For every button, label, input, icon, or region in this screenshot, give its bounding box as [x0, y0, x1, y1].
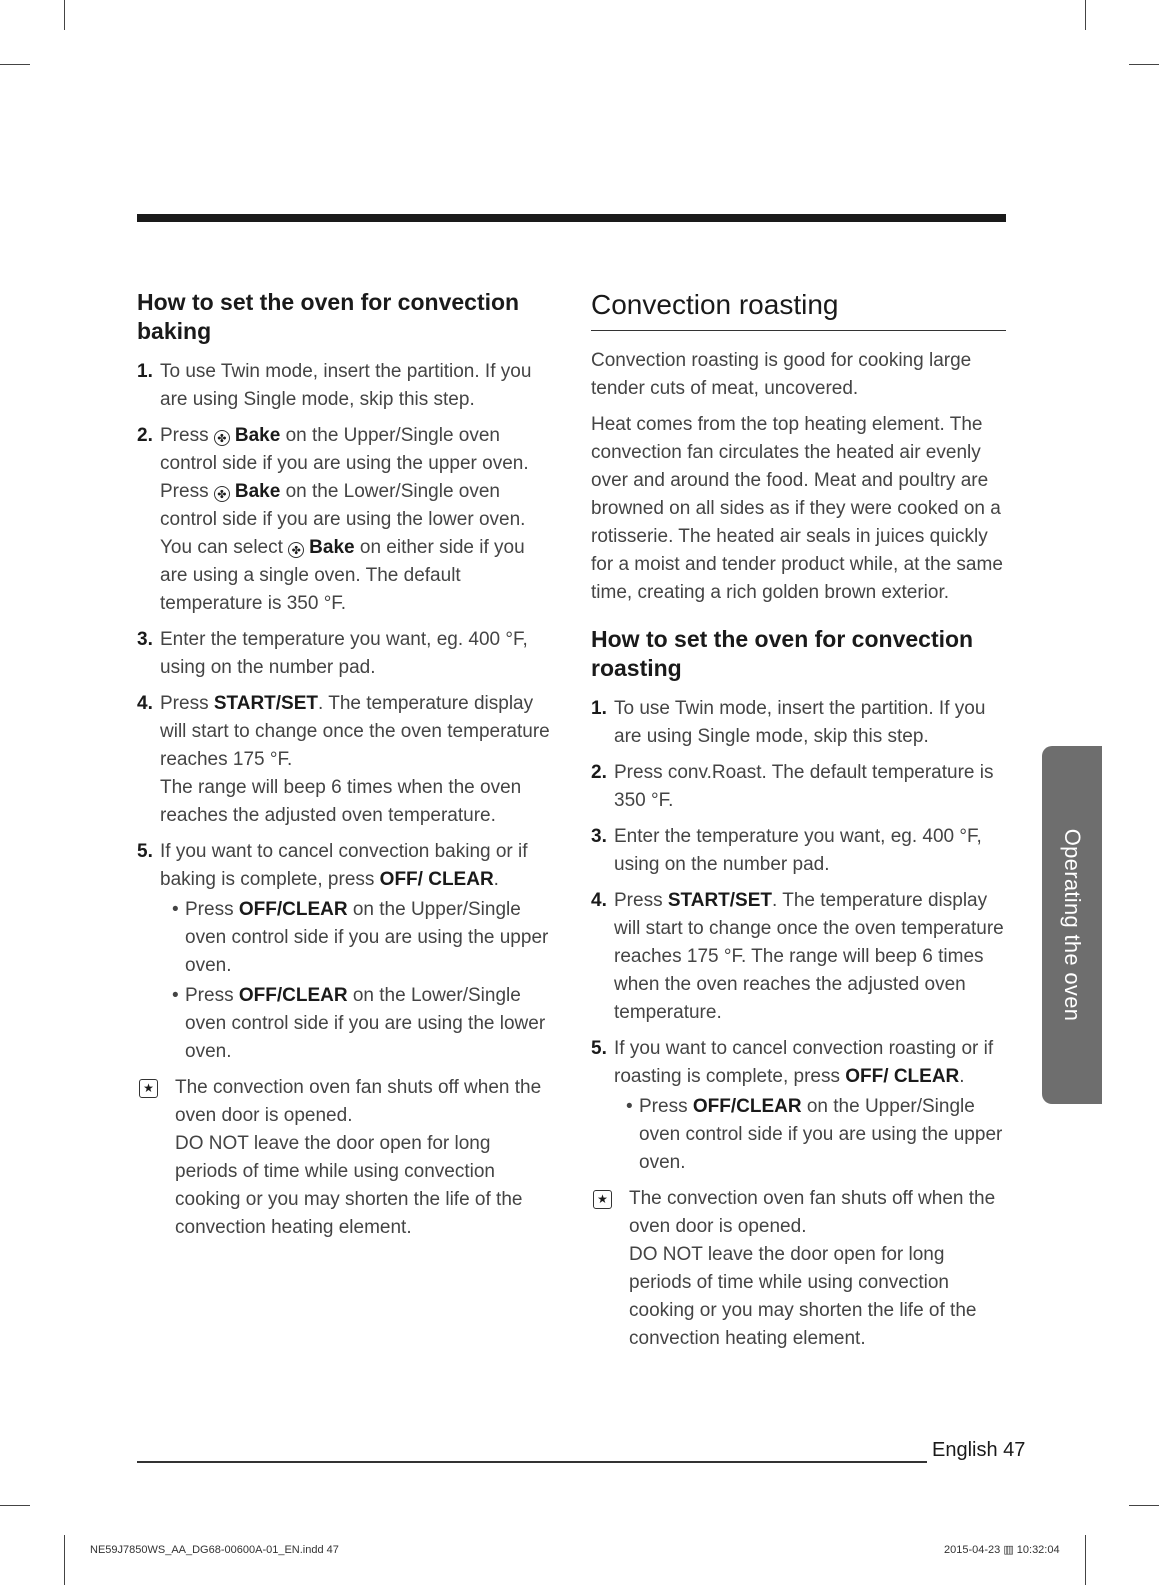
- step-item: [591, 887, 1006, 1027]
- star-note-icon: ★: [593, 1190, 612, 1209]
- convection-baking-steps: [137, 358, 555, 1066]
- crop-mark: [1129, 64, 1159, 65]
- step-text: If you want to cancel convection baking or if baking is complete, press: [160, 841, 528, 890]
- bullet-text: Press: [639, 1096, 688, 1117]
- step-number: 4.: [137, 693, 153, 714]
- convection-baking-heading: How to set the oven for convection baking: [137, 289, 520, 344]
- bullet-text: Press: [185, 985, 234, 1006]
- convection-roasting-steps: [591, 695, 1006, 1177]
- step-item: [137, 690, 555, 830]
- step-item: [137, 422, 555, 618]
- step-number: 2.: [591, 762, 607, 783]
- bake-keyword: Bake: [234, 425, 281, 446]
- step-number: 5.: [137, 841, 153, 862]
- step-item: [591, 759, 1006, 815]
- step-text: . The temperature display will start to change once the oven temperature reaches 175 °F. The range will beep 6 times when the oven reaches the adjusted oven temperature.: [614, 890, 1004, 1023]
- off-clear-keyword: OFF/CLEAR: [238, 899, 348, 920]
- fan-icon: ✤: [288, 542, 304, 558]
- step-item: [591, 1035, 1006, 1177]
- off-clear-keyword: OFF/CLEAR: [238, 985, 348, 1006]
- step-text: .: [959, 1066, 965, 1087]
- step-text: Press conv.Roast. The default temperature is 350 °F.: [614, 762, 994, 811]
- bake-keyword: Bake: [234, 481, 281, 502]
- bullet-text: on the Upper/Single oven control side if you are using the upper oven.: [639, 1096, 1003, 1173]
- bullet-item: [172, 896, 555, 980]
- step-text: Enter the temperature you want, eg. 400 °F, using on the number pad.: [614, 826, 982, 875]
- step-item: [591, 823, 1006, 879]
- step-number: 1.: [137, 361, 153, 382]
- crop-mark: [0, 64, 30, 65]
- bullet-list: [160, 896, 555, 1066]
- step-number: 3.: [591, 826, 607, 847]
- note-block: [591, 1185, 1006, 1353]
- step-text: If you want to cancel convection roasting or if roasting is complete, press: [614, 1038, 994, 1087]
- step-item: [137, 838, 555, 1066]
- step-text: Press: [160, 425, 209, 446]
- chapter-tab-label: Operating the oven: [1060, 828, 1085, 1022]
- step-number: 1.: [591, 698, 607, 719]
- step-text: . The temperature display will start to change once the oven temperature reaches 175 °F.: [160, 693, 550, 770]
- step-number: 2.: [137, 425, 153, 446]
- bullet-text: Press: [185, 899, 234, 920]
- note-text: DO NOT leave the door open for long periods of time while using convection cooking or you may shorten the life of the convection heating element.: [175, 1133, 523, 1238]
- start-set-keyword: START/SET: [213, 693, 319, 714]
- bullet-text: on the Lower/Single oven control side if you are using the lower oven.: [185, 985, 546, 1062]
- crop-mark: [1085, 1535, 1086, 1585]
- star-note-icon: ★: [139, 1079, 158, 1098]
- page-number-label: English 47: [932, 1439, 1026, 1461]
- step-item: [137, 626, 555, 682]
- bake-keyword: Bake: [309, 537, 355, 558]
- step-text: Enter the temperature you want, eg. 400 °F, using on the number pad.: [160, 629, 528, 678]
- step-item: [591, 695, 1006, 751]
- step-number: 5.: [591, 1038, 607, 1059]
- step-text: .: [493, 869, 499, 890]
- convection-roasting-heading: How to set the oven for convection roasting: [591, 626, 974, 681]
- step-extra-text: The range will beep 6 times when the oven reaches the adjusted oven temperature.: [160, 777, 522, 826]
- crop-mark: [64, 1535, 65, 1585]
- chapter-tab: [1042, 746, 1102, 1104]
- step-text: on the Upper/Single oven control side if you are using the upper oven. Press: [160, 425, 529, 502]
- note-text: DO NOT leave the door open for long periods of time while using convection cooking or you may shorten the life of the convection heating element.: [629, 1244, 977, 1349]
- off-clear-keyword: OFF/ CLEAR: [845, 1066, 960, 1087]
- off-clear-keyword: OFF/CLEAR: [692, 1096, 802, 1117]
- bullet-item: [172, 982, 555, 1066]
- start-set-keyword: START/SET: [667, 890, 773, 911]
- crop-mark: [0, 1505, 30, 1506]
- header-rule: [137, 214, 1006, 222]
- crop-mark: [64, 0, 65, 30]
- step-text: on the Lower/Single oven control side if you are using the lower oven. You can select: [160, 481, 526, 558]
- left-column: [137, 288, 555, 1242]
- bullet-text: on the Upper/Single oven control side if you are using the upper oven.: [185, 899, 549, 976]
- crop-mark: [1129, 1505, 1159, 1506]
- footer-rule: [137, 1461, 927, 1463]
- crop-mark: [1085, 0, 1086, 30]
- intro-paragraph: Heat comes from the top heating element. The convection fan circulates the heated air evenly over and around the food. Meat and poultry are browned on all sides as if they were cooked on a rotisserie. The heated air seals in juices quickly for a moist and tender product while, at the same time, creating a rich golden brown exterior.: [591, 414, 1003, 603]
- step-text: on either side if you are using a single oven. The default temperature is 350 °F.: [160, 537, 525, 614]
- fan-icon: ✤: [214, 486, 230, 502]
- bullet-list: [614, 1093, 1006, 1177]
- right-column: [591, 288, 1006, 1353]
- step-text: To use Twin mode, insert the partition. If you are using Single mode, skip this step.: [160, 361, 532, 410]
- section-title: Convection roasting: [591, 288, 1006, 331]
- note-text: The convection oven fan shuts off when the oven door is opened.: [629, 1188, 996, 1237]
- step-number: 3.: [137, 629, 153, 650]
- print-date-slug: 2015-04-23 ▥ 10:32:04: [944, 1544, 1060, 1556]
- step-text: Press: [160, 693, 209, 714]
- fan-icon: ✤: [214, 430, 230, 446]
- print-file-slug: NE59J7850WS_AA_DG68-00600A-01_EN.indd 47: [90, 1544, 339, 1556]
- bullet-item: [626, 1093, 1006, 1177]
- intro-paragraph: Convection roasting is good for cooking large tender cuts of meat, uncovered.: [591, 350, 972, 399]
- step-item: [137, 358, 555, 414]
- step-number: 4.: [591, 890, 607, 911]
- step-text: To use Twin mode, insert the partition. If you are using Single mode, skip this step.: [614, 698, 986, 747]
- off-clear-keyword: OFF/ CLEAR: [379, 869, 494, 890]
- step-text: Press: [614, 890, 663, 911]
- note-text: The convection oven fan shuts off when the oven door is opened.: [175, 1077, 542, 1126]
- note-block: [137, 1074, 555, 1242]
